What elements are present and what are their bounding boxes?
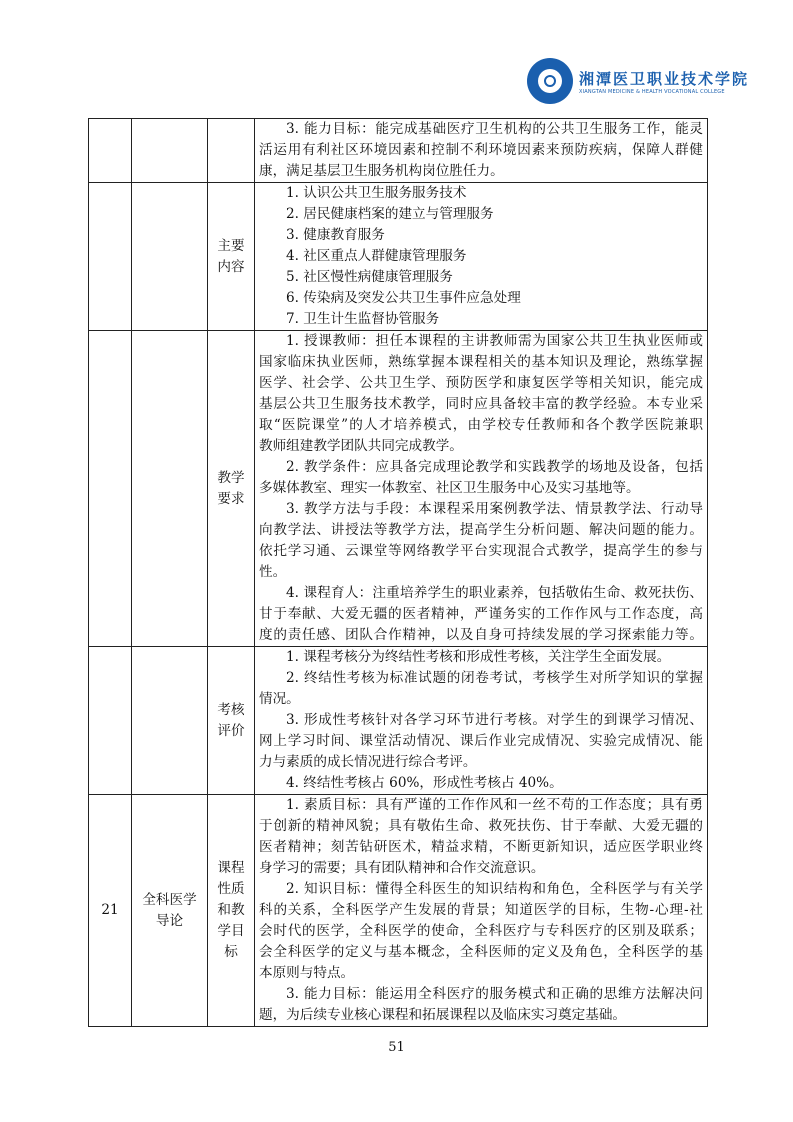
content-line: 6. 传染病及突发公共卫生事件应急处理: [286, 290, 521, 306]
course-number-cell: [89, 183, 132, 331]
content-line: 5. 社区慢性病健康管理服务: [286, 269, 453, 285]
course-name: 全科医学: [142, 891, 197, 908]
content-line: 4. 终结性考核占 60%，形成性考核占 40%。: [286, 775, 563, 791]
section-content-cell: [255, 331, 708, 647]
course-name-cell: [132, 331, 208, 647]
section-content-cell: [255, 119, 708, 183]
course-number-cell: [89, 119, 132, 183]
course-number: 21: [101, 902, 119, 918]
logo-english-name: XIANGTAN MEDICINE & HEALTH VOCATIONAL COLLEGE: [579, 88, 725, 95]
section-label: 内容: [217, 258, 245, 275]
content-line: 会全科医学的定义与基本概念，全科医师的定义及角色，全科医学的基: [259, 944, 703, 960]
content-line: 2. 教学条件：应具备完成理论教学和实践教学的场地及设备，包括: [286, 459, 703, 475]
course-name: 导论: [155, 912, 184, 929]
section-label-cell: [208, 119, 255, 183]
content-line: 3. 能力目标：能完成基础医疗卫生机构的公共卫生服务工作，能灵: [286, 121, 703, 137]
content-line: 4. 课程育人：注重培养学生的职业素养，包括敬佑生命、救死扶伤、: [286, 585, 703, 601]
section-label-cell: [208, 331, 255, 647]
course-number-cell: [89, 331, 132, 647]
content-line: 会时代的医学，全科医学的使命，全科医疗与专科医疗的区别及联系；: [259, 923, 703, 939]
section-content-cell: [255, 647, 708, 795]
content-line: 3. 教学方法与手段：本课程采用案例教学法、情景教学法、行动导: [286, 501, 703, 517]
content-line: 2. 知识目标：懂得全科医生的知识结构和角色，全科医学与有关学: [286, 881, 703, 897]
content-line: 医者精神；刻苦钻研医术，精益求精，不断更新知识，适应医学职业终: [259, 839, 703, 855]
content-line: 度的责任感、团队合作精神，以及自身可持续发展的学习探索能力等。: [259, 627, 703, 643]
section-label: 课程: [217, 860, 245, 876]
section-label: 学目: [217, 923, 245, 939]
course-number-cell: [89, 795, 132, 1027]
content-line: 依托学习通、云课堂等网络教学平台实现混合式教学，提高学生的参与: [259, 543, 703, 559]
section-label: 要求: [217, 490, 245, 507]
content-line: 取“医院课堂”的人才培养模式，由学校专任教师和各个教学医院兼职: [259, 417, 703, 433]
content-line: 2. 居民健康档案的建立与管理服务: [286, 206, 494, 222]
table-row: [89, 647, 708, 795]
content-line: 康，满足基层卫生服务机构岗位胜任力。: [259, 163, 504, 179]
content-line: 教师组建教学团队共同完成教学。: [259, 438, 463, 454]
content-line: 1. 素质目标：具有严谨的工作作风和一丝不苟的工作态度；具有勇: [286, 797, 703, 813]
table-row: [89, 795, 708, 1027]
content-line: 科的关系，全科医学产生发展的背景；知道医学的目标，生物-心理-社: [259, 902, 703, 918]
content-line: 国家临床执业医师，熟练掌握本课程相关的基本知识及理论，熟练掌握: [259, 354, 703, 370]
content-line: 题，为后续专业核心课程和拓展课程以及临床实习奠定基础。: [259, 1007, 627, 1023]
content-line: 1. 认识公共卫生服务服务技术: [286, 185, 467, 201]
section-content-cell: [255, 183, 708, 331]
course-name-cell: [132, 795, 208, 1027]
content-line: 1. 授课教师：担任本课程的主讲教师需为国家公共卫生执业医师或: [286, 333, 703, 349]
content-line: 1. 课程考核分为终结性考核和形成性考核，关注学生全面发展。: [286, 649, 671, 665]
page-number: 51: [388, 1040, 405, 1055]
content-line: 向教学法、讲授法等教学方法，提高学生分析问题、解决问题的能力。: [259, 522, 703, 538]
content-line: 基层公共卫生服务技术教学，同时应具备较丰富的教学经验。本专业采: [259, 396, 703, 412]
college-logo: [527, 58, 749, 104]
course-table: [88, 118, 708, 1027]
content-line: 本原则与特点。: [259, 965, 355, 981]
content-line: 甘于奉献、大爱无疆的医者精神，严谨务实的工作作风与工作态度，高: [259, 606, 703, 622]
course-name-cell: [132, 119, 208, 183]
college-seal-icon: [527, 58, 573, 104]
content-line: 2. 终结性考核为标准试题的闭卷考试，考核学生对所学知识的掌握: [286, 670, 703, 686]
content-line: 3. 健康教育服务: [286, 227, 385, 243]
content-line: 网上学习时间、课堂活动情况、课后作业完成情况、实验完成情况、能: [259, 733, 703, 749]
table-row: [89, 183, 708, 331]
logo-chinese-name: 湘潭医卫职业技术学院: [579, 69, 750, 88]
content-line: 于创新的精神风貌；具有敬佑生命、救死扶伤、甘于奉献、大爱无疆的: [259, 818, 703, 834]
section-label-cell: [208, 183, 255, 331]
section-content-cell: [255, 795, 708, 1027]
content-line: 医学、社会学、公共卫生学、预防医学和康复医学等相关知识，能完成: [259, 375, 703, 391]
content-line: 多媒体教室、理实一体教室、社区卫生服务中心及实习基地等。: [259, 480, 640, 496]
section-label-cell: [208, 795, 255, 1027]
content-line: 3. 能力目标：能运用全科医疗的服务模式和正确的思维方法解决问: [286, 986, 703, 1002]
section-label: 考核: [217, 701, 245, 718]
section-label-cell: [208, 647, 255, 795]
content-line: 力与素质的成长情况进行综合考评。: [259, 754, 477, 770]
section-label: 主要: [217, 237, 245, 254]
content-line: 3. 形成性考核针对各学习环节进行考核。对学生的到课学习情况、: [286, 712, 703, 728]
section-label: 性质: [217, 881, 245, 897]
section-label: 和教: [217, 902, 245, 918]
table-row: [89, 119, 708, 183]
content-line: 4. 社区重点人群健康管理服务: [286, 248, 467, 264]
content-line: 性。: [259, 564, 287, 580]
section-label: 标: [224, 944, 238, 960]
course-number-cell: [89, 647, 132, 795]
course-name-cell: [132, 647, 208, 795]
content-line: 情况。: [259, 691, 300, 707]
table-row: [89, 331, 708, 647]
section-label: 教学: [217, 469, 245, 486]
course-name-cell: [132, 183, 208, 331]
content-line: 7. 卫生计生监督协管服务: [286, 311, 440, 327]
section-label: 评价: [217, 722, 245, 739]
content-line: 身学习的需要；具有团队精神和合作交流意识。: [259, 860, 545, 876]
content-line: 活运用有利社区环境因素和控制不利环境因素来预防疾病，保障人群健: [259, 142, 703, 158]
